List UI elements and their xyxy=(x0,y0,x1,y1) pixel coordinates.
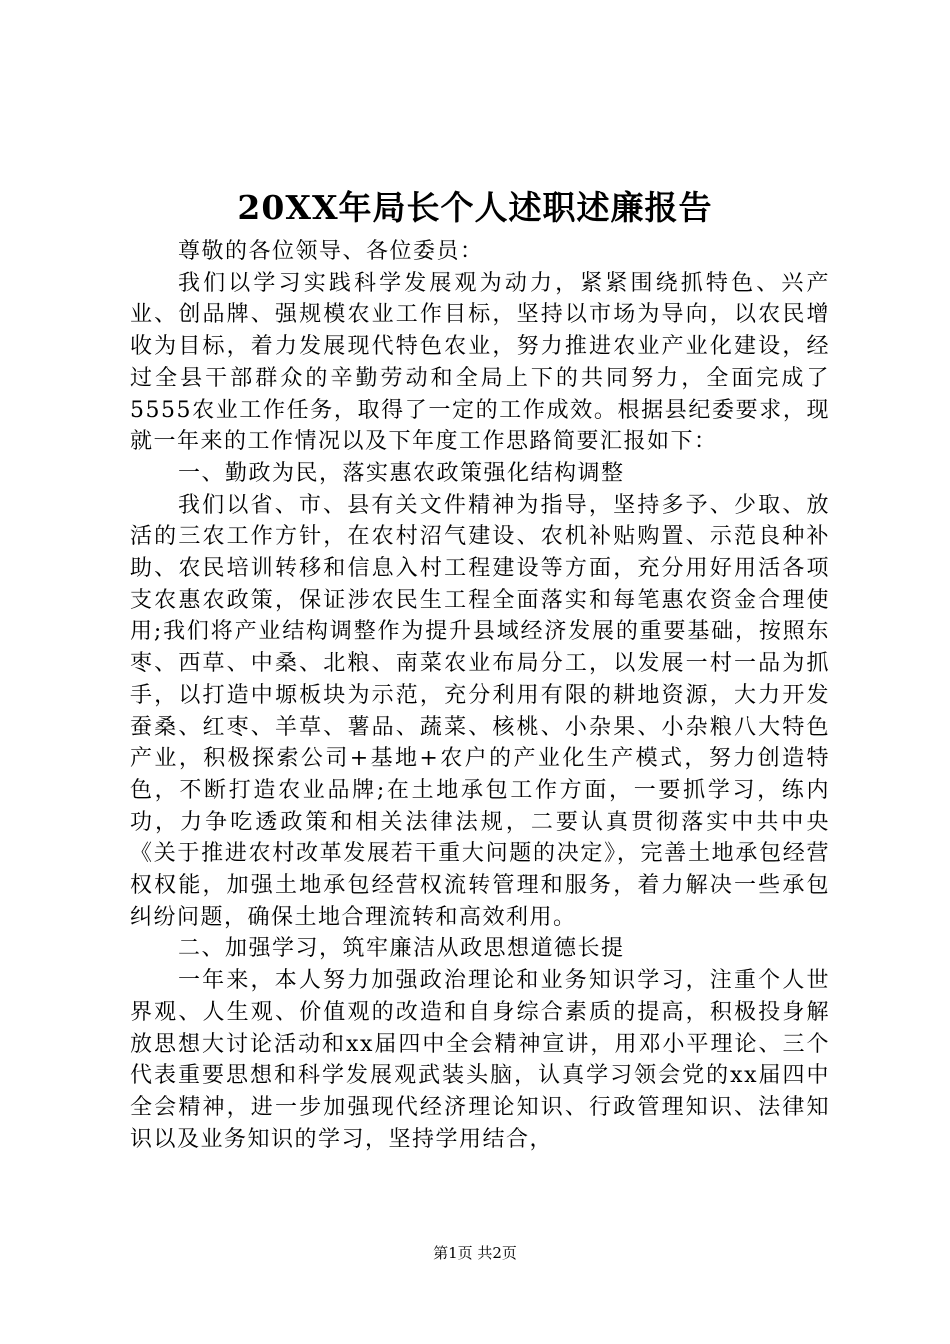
document-body xyxy=(130,236,830,1155)
section-2-paragraph: 一年来，本人努力加强政治理论和业务知识学习，注重个人世界观、人生观、价值观的改造和自身综合素质的提高，积极投身解放思想大讨论活动和xx届四中全会精神宣讲，用邓小平理论、三个代表重要思想和科学发展观武装头脑，认真学习领会党的xx届四中全会精神，进一步加强现代经济理论知识、行政管理知识、法律知识以及业务知识的学习，坚持学用结合， xyxy=(130,968,830,1152)
section-heading-2: 二、加强学习，筑牢廉洁从政思想道德长提 xyxy=(178,936,625,962)
section-1-paragraph: 我们以省、市、县有关文件精神为指导，坚持多予、少取、放活的三农工作方针，在农村沼气建设、农机补贴购置、示范良种补助、农民培训转移和信息入村工程建设等方面，充分用好用活各项支农惠农政策，保证涉农民生工程全面落实和每笔惠农资金合理使用;我们将产业结构调整作为提升县域经济发展的重要基础，按照东枣、西草、中桑、北粮、南菜农业布局分工，以发展一村一品为抓手，以打造中塬板块为示范，充分利用有限的耕地资源，大力开发蚕桑、红枣、羊草、薯品、蔬菜、核桃、小杂果、小杂粮八大特色产业，积极探索公司+基地+农户的产业化生产模式，努力创造特色，不断打造农业品牌;在土地承包工作方面，一要抓学习，练内功，力争吃透政策和相关法律法规，二要认真贯彻落实中共中央《关于推进农村改革发展若干重大问题的决定》，完善土地承包经营权权能，加强土地承包经营权流转管理和服务，着力解决一些承包纠纷问题，确保土地合理流转和高效利用。 xyxy=(130,492,830,930)
section-heading-1: 一、勤政为民，落实惠农政策强化结构调整 xyxy=(178,460,625,486)
document-title: 20XX年局长个人述职述廉报告 xyxy=(237,188,713,227)
intro-paragraph: 我们以学习实践科学发展观为动力，紧紧围绕抓特色、兴产业、创品牌、强规模农业工作目标，坚持以市场为导向，以农民增收为目标，着力发展现代特色农业，努力推进农业产业化建设，经过全县干部群众的辛勤劳动和全局上下的共同努力，全面完成了5555农业工作任务，取得了一定的工作成效。根据县纪委要求，现就一年来的工作情况以及下年度工作思路简要汇报如下： xyxy=(130,270,830,455)
salutation-paragraph: 尊敬的各位领导、各位委员： xyxy=(178,239,484,264)
page-number-footer: 第1页 共2页 xyxy=(433,1244,517,1262)
